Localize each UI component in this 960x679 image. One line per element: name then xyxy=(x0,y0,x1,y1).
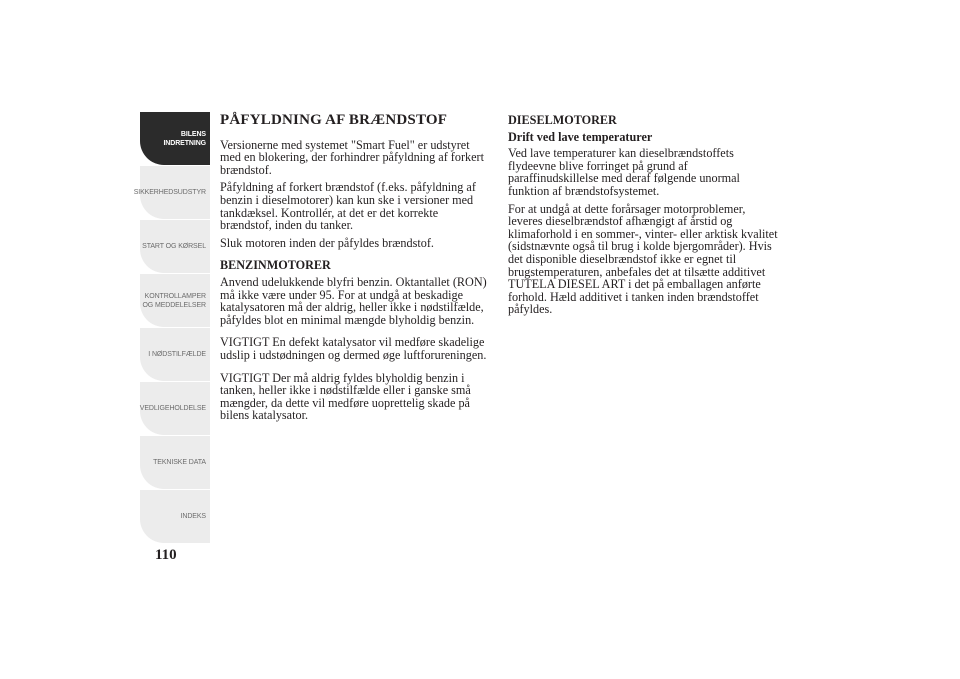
benzin-heading: BENZINMOTORER xyxy=(220,258,331,273)
tab-label: BILENS INDRETNING xyxy=(163,130,206,147)
right-column xyxy=(508,114,780,321)
left-column xyxy=(220,114,492,427)
tab-label: VEDLIGEHOLDELSE xyxy=(139,405,206,412)
sub-heading: Drift ved lave temperaturer xyxy=(508,129,653,144)
tab-label: SIKKERHEDSUDSTYR xyxy=(133,189,206,196)
tab-indeks[interactable] xyxy=(140,490,210,543)
paragraph: For at undgå at dette forårsager motorproblemer, leveres dieselbrændstof afhængigt af årstid og klimaforhold i en sommer-, vinter- eller arktisk kvalitet (sidstnævnte også til brug i kolde bjergområder). Hvis det disponible dieselbrændstof ikke er egnet til brugstemperaturen, anbefales det at tilsætte additivet TUTELA DIESEL ART i det på emballagen anførte forhold. Hæld additivet i tanken inden brændstoffet påfyldes. xyxy=(508,201,778,317)
warning-paragraph: VIGTIGT Der må aldrig fyldes blyholdig benzin i tanken, heller ikke i nødstilfælde eller i ganske små mængder, da dette vil medføre uoprettelig skade på bilens katalysator. xyxy=(220,370,471,423)
section-title: PÅFYLDNING AF BRÆNDSTOF xyxy=(220,112,448,128)
page-number: 110 xyxy=(155,547,177,563)
tab-start-og-korsel[interactable] xyxy=(140,220,210,273)
tab-vedligeholdelse[interactable] xyxy=(140,382,210,435)
tab-label: KONTROLLAMPER OG MEDDELELSER xyxy=(142,292,206,309)
paragraph: Anvend udelukkende blyfri benzin. Oktantallet (RON) må ikke være under 95. For at undgå at beskadige katalysatoren må der aldrig, heller ikke i nødstilfælde, påfyldes blot en minimal mængde blyholdig benzin. xyxy=(220,274,487,327)
paragraph: Påfyldning af forkert brændstof (f.eks. påfyldning af benzin i dieselmotorer) kan kun ske i versioner med tankdæksel. Kontrollér, at det er det korrekte brændstof, inden du tanker. xyxy=(220,180,476,233)
warning-paragraph: VIGTIGT En defekt katalysator vil medføre skadelige udslip i udstødningen og dermed øge luftforureningen. xyxy=(220,335,487,362)
tab-label: I NØDSTILFÆLDE xyxy=(148,351,206,358)
tab-kontrollamper[interactable] xyxy=(140,274,210,327)
tab-i-nodstilfaelde[interactable] xyxy=(140,328,210,381)
tab-tekniske-data[interactable] xyxy=(140,436,210,489)
chapter-tabs xyxy=(133,112,210,542)
tab-sikkerhedsudstyr[interactable] xyxy=(133,166,210,219)
tab-bilens-indretning[interactable] xyxy=(140,112,210,165)
tab-label: TEKNISKE DATA xyxy=(153,459,206,466)
tab-label: INDEKS xyxy=(180,513,206,520)
diesel-heading: DIESELMOTORER xyxy=(508,113,617,127)
paragraph: Ved lave temperaturer kan dieselbrændstoffets flydeevne blive forringet på grund af paraffinudskillelse med deraf følgende unormal funktion af brændstofsystemet. xyxy=(508,146,740,198)
paragraph: Sluk motoren inden der påfyldes brændstof. xyxy=(220,235,434,250)
tab-label: START OG KØRSEL xyxy=(142,243,206,250)
paragraph: Versionerne med systemet "Smart Fuel" er udstyret med en blokering, der forhindrer påfyldning af forkert brændstof. xyxy=(220,137,484,177)
